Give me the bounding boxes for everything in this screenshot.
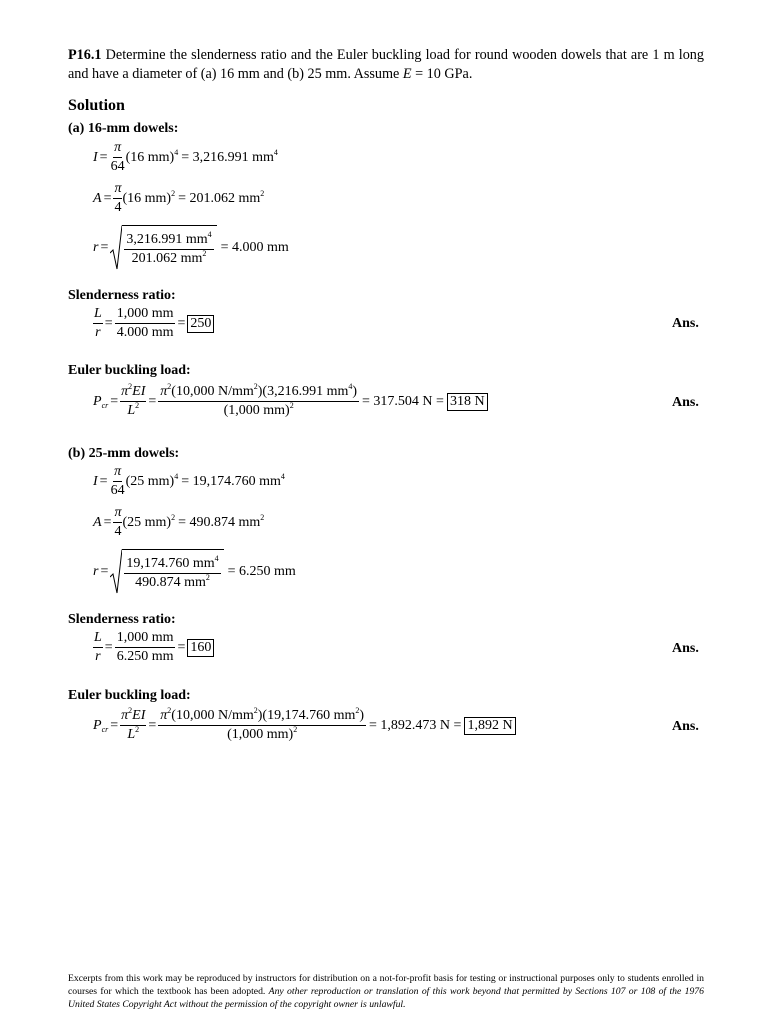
fraction-denominator: 64 [110, 159, 125, 174]
var-l: L [94, 630, 102, 645]
pi-symbol: π [121, 708, 129, 723]
exponent: 4 [174, 471, 179, 481]
part-b-moment-of-inertia-eq: I = $\frac{\pi}{64}$ (25 mm)$^4$ = 19,174.760 $mm^4$ [93, 464, 285, 498]
problem-e-symbol: E [402, 66, 412, 82]
exponent: 2 [260, 188, 265, 198]
problem-text-2: = 10 GPa. [415, 66, 473, 82]
exponent: 2 [289, 401, 294, 410]
part-b-area-eq: A = $\frac{\pi}{4}$ (25 mm)$^2$ = 490.874 $mm^2$ [93, 505, 265, 539]
euler-substitution-fraction [158, 708, 366, 743]
length-over-radius-fraction [115, 630, 176, 665]
length-term: (1,000 mm) [223, 403, 290, 418]
part-a-euler-eq: $P_{cr}$ = $\frac{\pi^2EI}{L^2}$ = $\frac{\pi^2(10,000 N/mm^2)(3,216.991 mm^4)}{(1,000 mm)^2}$ = 317.504 N = 318 N [93, 384, 488, 419]
exponent: 2 [128, 706, 133, 715]
exponent: 2 [135, 401, 140, 410]
var-r: r [95, 325, 101, 340]
part-a-moment-of-inertia-eq: I = $\frac{\pi}{64}$ (16 mm)$^4$ = 3,216.991 $mm^4$ [93, 140, 278, 174]
problem-label: P16.1 [68, 47, 102, 63]
euler-formula-fraction [120, 708, 146, 743]
var-p: P [93, 393, 102, 409]
exponent: 4 [348, 382, 353, 391]
modulus-term: (10,000 N/mm [171, 708, 254, 723]
moment-of-inertia-result [178, 147, 278, 166]
part-a-heading: (a) 16-mm dowels: [68, 121, 179, 136]
exponent: 4 [273, 147, 278, 157]
footer-normal-text: Excerpts from this work may be reproduced by instructors for distribution on a not-for-profit basis for testing or instructional purposes only to students enrolled in courses for which the textbook has been adopted. [68, 972, 704, 997]
exponent: 2 [167, 382, 172, 391]
area-result [175, 188, 265, 207]
subscript-cr: cr [101, 400, 109, 410]
diameter-base: (25 mm) [125, 473, 175, 489]
part-a-area-eq: A = $\frac{\pi}{4}$ (16 mm)$^2$ = 201.062 $mm^2$ [93, 181, 265, 215]
exponent: 2 [260, 512, 265, 522]
var-a: A [93, 190, 102, 206]
var-l: L [127, 727, 136, 742]
moment-of-inertia-result [178, 471, 285, 490]
pi-symbol: π [160, 708, 168, 723]
diameter-base: (16 mm) [125, 149, 175, 165]
euler-result: = 1,892.473 N = [369, 717, 462, 733]
part-b-radius-of-gyration-eq: r = $\frac{19,174.760 mm^4}{490.874 mm^2}$ = 6.250 mm [93, 549, 296, 595]
var-ei: EI [132, 384, 146, 399]
length-over-radius-fraction [115, 306, 176, 341]
sqrt-denominator: 490.874 mm [135, 574, 206, 590]
exponent: 2 [205, 572, 210, 582]
fraction-denominator: 64 [110, 483, 125, 498]
var-ei: EI [132, 708, 146, 723]
solution-heading: Solution [68, 97, 125, 114]
exponent: 2 [171, 188, 176, 198]
problem-text-1: Determine the slenderness ratio and the Euler buckling load for round wooden dowels that are 1 m long and have a diameter of (a) 16 mm and (b) 25 mm. Assume [68, 47, 704, 82]
euler-substitution-fraction [158, 384, 359, 419]
square-root [110, 225, 216, 271]
part-a-slenderness-eq: $\frac{L}{r}$ = $\frac{1,000 mm}{4.000 mm}$ = 250 [93, 306, 214, 341]
part-a-slenderness-heading: Slenderness ratio: [68, 288, 176, 303]
exponent: 2 [135, 725, 140, 734]
radical-sign-icon [110, 225, 122, 271]
var-i: I [93, 473, 98, 489]
pi-over-4-fraction [113, 181, 122, 216]
euler-answer-box: 318 N [447, 393, 488, 411]
footer-italic-text: Any other reproduction or translation of this work beyond that permitted by Sections 107 or 108 of the 1976 United States Copyright Act without the permission of the copyright owner is unlawful. [68, 985, 704, 1010]
answer-label: Ans. [672, 395, 699, 410]
area-result [175, 512, 265, 531]
result-text: = 201.062 mm [178, 190, 261, 206]
exponent: 2 [253, 706, 258, 715]
fraction-denominator: 4 [114, 524, 122, 539]
part-b-euler-heading: Euler buckling load: [68, 688, 191, 703]
diameter-term [125, 471, 179, 490]
var-r: r [93, 240, 99, 255]
exponent: 4 [174, 147, 179, 157]
answer-label: Ans. [672, 641, 699, 656]
critical-load-symbol [93, 718, 108, 734]
sqrt-denominator: 201.062 mm [131, 250, 203, 266]
answer-label: Ans. [672, 719, 699, 734]
exponent: 2 [202, 248, 207, 258]
radius-result: = 6.250 mm [227, 564, 296, 579]
pi-symbol: π [160, 384, 168, 399]
fraction-denominator: 4.000 mm [116, 325, 174, 340]
square-root [110, 549, 223, 595]
part-a-radius-of-gyration-eq: r = $\frac{3,216.991 mm^4}{201.062 mm^2}$ = 4.000 mm [93, 225, 289, 271]
euler-result: = 317.504 N = [362, 393, 444, 409]
copyright-footer [68, 972, 704, 1011]
inertia-term: )(3,216.991 mm [257, 384, 349, 399]
exponent: 4 [214, 553, 219, 563]
exponent: 2 [293, 725, 298, 734]
fraction-denominator: 6.250 mm [116, 649, 174, 664]
exponent: 2 [128, 382, 133, 391]
radical-sign-icon [110, 549, 122, 595]
exponent: 2 [253, 382, 258, 391]
l-over-r-fraction [93, 630, 103, 665]
part-b-heading: (b) 25-mm dowels: [68, 446, 180, 461]
part-a-euler-heading: Euler buckling load: [68, 363, 191, 378]
l-over-r-fraction [93, 306, 103, 341]
euler-answer-box: 1,892 N [464, 717, 515, 735]
pi-over-64-fraction [110, 140, 126, 175]
pi-symbol: π [114, 140, 122, 155]
var-l: L [94, 306, 102, 321]
radius-result: = 4.000 mm [220, 240, 289, 255]
pi-symbol: π [114, 464, 122, 479]
part-b-euler-eq: $P_{cr}$ = $\frac{\pi^2EI}{L^2}$ = $\frac{\pi^2(10,000 N/mm^2)(19,174.760 mm^2)}{(1,000 mm)^2}$ = 1,892.473 N = 1,892 N [93, 708, 516, 743]
part-b-slenderness-eq: $\frac{L}{r}$ = $\frac{1,000 mm}{6.250 mm}$ = 160 [93, 630, 214, 665]
result-text: = 490.874 mm [178, 514, 261, 530]
pi-over-64-fraction [110, 464, 126, 499]
pi-symbol: π [121, 384, 129, 399]
close-paren: ) [359, 708, 365, 723]
euler-formula-fraction [120, 384, 146, 419]
var-p: P [93, 717, 102, 733]
exponent: 4 [207, 229, 212, 239]
var-r: r [93, 564, 99, 579]
fraction-numerator: 1,000 mm [115, 630, 176, 648]
fraction-denominator: 4 [114, 200, 122, 215]
close-paren: ) [352, 384, 358, 399]
sqrt-numerator: 3,216.991 mm [126, 231, 208, 247]
exponent: 2 [355, 706, 360, 715]
modulus-term: (10,000 N/mm [171, 384, 254, 399]
pi-over-4-fraction [113, 505, 122, 540]
exponent: 4 [280, 471, 285, 481]
slenderness-answer-box: 160 [187, 639, 214, 657]
sqrt-numerator: 19,174.760 mm [126, 555, 215, 571]
result-text: = 19,174.760 mm [181, 473, 281, 489]
exponent: 2 [171, 512, 176, 522]
var-i: I [93, 149, 98, 165]
critical-load-symbol [93, 394, 108, 410]
inertia-term: )(19,174.760 mm [257, 708, 356, 723]
subscript-cr: cr [101, 724, 109, 734]
exponent: 2 [167, 706, 172, 715]
problem-statement [68, 46, 704, 84]
diameter-term [122, 188, 176, 207]
fraction-numerator: 1,000 mm [115, 306, 176, 324]
var-r: r [95, 649, 101, 664]
diameter-base: (16 mm) [122, 190, 172, 206]
diameter-term [122, 512, 176, 531]
part-b-slenderness-heading: Slenderness ratio: [68, 612, 176, 627]
var-a: A [93, 514, 102, 530]
diameter-term [125, 147, 179, 166]
pi-symbol: π [114, 181, 122, 196]
result-text: = 3,216.991 mm [181, 149, 274, 165]
slenderness-answer-box: 250 [187, 315, 214, 333]
answer-label: Ans. [672, 316, 699, 331]
var-l: L [127, 403, 136, 418]
length-term: (1,000 mm) [227, 727, 294, 742]
pi-symbol: π [114, 505, 122, 520]
diameter-base: (25 mm) [122, 514, 172, 530]
